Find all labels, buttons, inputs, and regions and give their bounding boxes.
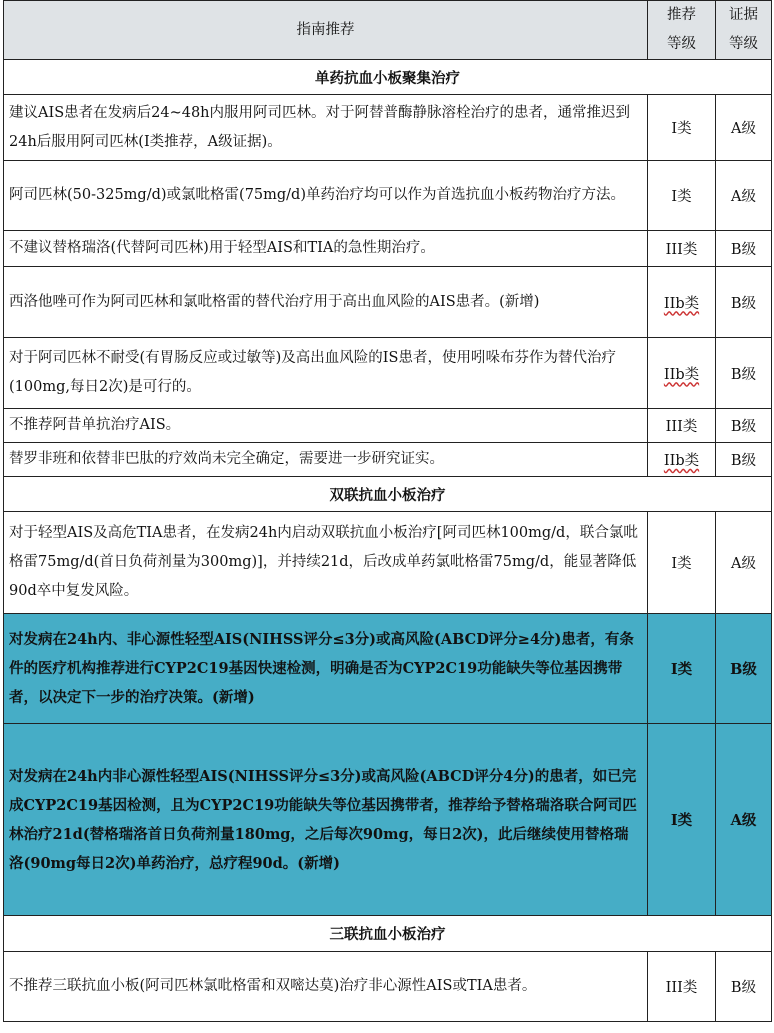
- recommendation-table-page: [3, 0, 771, 1022]
- recommendation-text: 对于轻型AIS及高危TIA患者，在发病24h内启动双联抗血小板治疗[阿司匹林100mg/d，联合氯吡格雷75mg/d(首日负荷剂量为300mg)]，并持续21d，后改成单药氯吡格雷75mg/d，能显著降低90d卒中复发风险。: [4, 512, 648, 614]
- recommendation-text: 不推荐三联抗血小板(阿司匹林氯吡格雷和双嘧达莫)治疗非心源性AIS或TIA患者。: [4, 952, 648, 1022]
- rec-level: [648, 338, 716, 409]
- table-row: [4, 267, 772, 338]
- evidence-level: B级: [716, 443, 772, 477]
- section-title: 双联抗血小板治疗: [4, 477, 772, 512]
- evidence-level: B级: [716, 952, 772, 1022]
- section-monotherapy: [4, 60, 772, 95]
- section-dual-therapy: [4, 477, 772, 512]
- section-triple-therapy: [4, 916, 772, 952]
- rec-level: I类: [648, 161, 716, 231]
- rec-level: III类: [648, 952, 716, 1022]
- recommendation-text: 西洛他唑可作为阿司匹林和氯吡格雷的替代治疗用于高出血风险的AIS患者。(新增): [4, 267, 648, 338]
- recommendation-text: 不建议替格瑞洛(代替阿司匹林)用于轻型AIS和TIA的急性期治疗。: [4, 231, 648, 267]
- recommendation-text: 建议AIS患者在发病后24~48h内服用阿司匹林。对于阿替普酶静脉溶栓治疗的患者，通常推迟到24h后服用阿司匹林(I类推荐，A级证据)。: [4, 95, 648, 161]
- header-rec-level: 推荐 等级: [648, 1, 716, 60]
- table-row-highlighted: [4, 614, 772, 724]
- guideline-table: [3, 0, 772, 1022]
- evidence-level: B级: [716, 614, 772, 724]
- table-row-highlighted: [4, 724, 772, 916]
- table-row: [4, 95, 772, 161]
- recommendation-text: 对发病在24h内、非心源性轻型AIS(NIHSS评分≤3分)或高风险(ABCD评分≥4分)患者，有条件的医疗机构推荐进行CYP2C19基因快速检测，明确是否为CYP2C19功能缺失等位基因携带者，以决定下一步的治疗决策。(新增): [4, 614, 648, 724]
- evidence-level: B级: [716, 267, 772, 338]
- header-row: [4, 1, 772, 60]
- rec-level: I类: [648, 724, 716, 916]
- rec-level-value: IIb类: [663, 366, 700, 383]
- evidence-level: A级: [716, 161, 772, 231]
- rec-level: [648, 443, 716, 477]
- evidence-level: B级: [716, 409, 772, 443]
- table-row: [4, 952, 772, 1022]
- recommendation-text: 替罗非班和依替非巴肽的疗效尚未完全确定，需要进一步研究证实。: [4, 443, 648, 477]
- table-row: [4, 443, 772, 477]
- section-title: 单药抗血小板聚集治疗: [4, 60, 772, 95]
- rec-level-value: IIb类: [663, 295, 700, 312]
- recommendation-text: 对发病在24h内非心源性轻型AIS(NIHSS评分≤3分)或高风险(ABCD评分4分)的患者，如已完成CYP2C19基因检测，且为CYP2C19功能缺失等位基因携带者，推荐给予替格瑞洛联合阿司匹林治疗21d(替格瑞洛首日负荷剂量180mg，之后每次90mg，每日2次)，此后继续使用替格瑞洛(90mg每日2次)单药治疗，总疗程90d。(新增): [4, 724, 648, 916]
- recommendation-text: 不推荐阿昔单抗治疗AIS。: [4, 409, 648, 443]
- table-row: [4, 161, 772, 231]
- table-row: [4, 512, 772, 614]
- recommendation-text: 阿司匹林(50-325mg/d)或氯吡格雷(75mg/d)单药治疗均可以作为首选抗血小板药物治疗方法。: [4, 161, 648, 231]
- rec-level: I类: [648, 95, 716, 161]
- recommendation-text: 对于阿司匹林不耐受(有胃肠反应或过敏等)及高出血风险的IS患者，使用吲哚布芬作为替代治疗(100mg,每日2次)是可行的。: [4, 338, 648, 409]
- rec-level: III类: [648, 231, 716, 267]
- rec-level: I类: [648, 614, 716, 724]
- evidence-level: A级: [716, 724, 772, 916]
- evidence-level: B级: [716, 231, 772, 267]
- rec-level: I类: [648, 512, 716, 614]
- header-guideline: 指南推荐: [4, 1, 648, 60]
- evidence-level: A级: [716, 95, 772, 161]
- evidence-level: B级: [716, 338, 772, 409]
- header-evidence-level: 证据 等级: [716, 1, 772, 60]
- table-row: [4, 409, 772, 443]
- table-row: [4, 231, 772, 267]
- rec-level-value: IIb类: [663, 453, 700, 469]
- rec-level: III类: [648, 409, 716, 443]
- rec-level: [648, 267, 716, 338]
- section-title: 三联抗血小板治疗: [4, 916, 772, 952]
- evidence-level: A级: [716, 512, 772, 614]
- table-row: [4, 338, 772, 409]
